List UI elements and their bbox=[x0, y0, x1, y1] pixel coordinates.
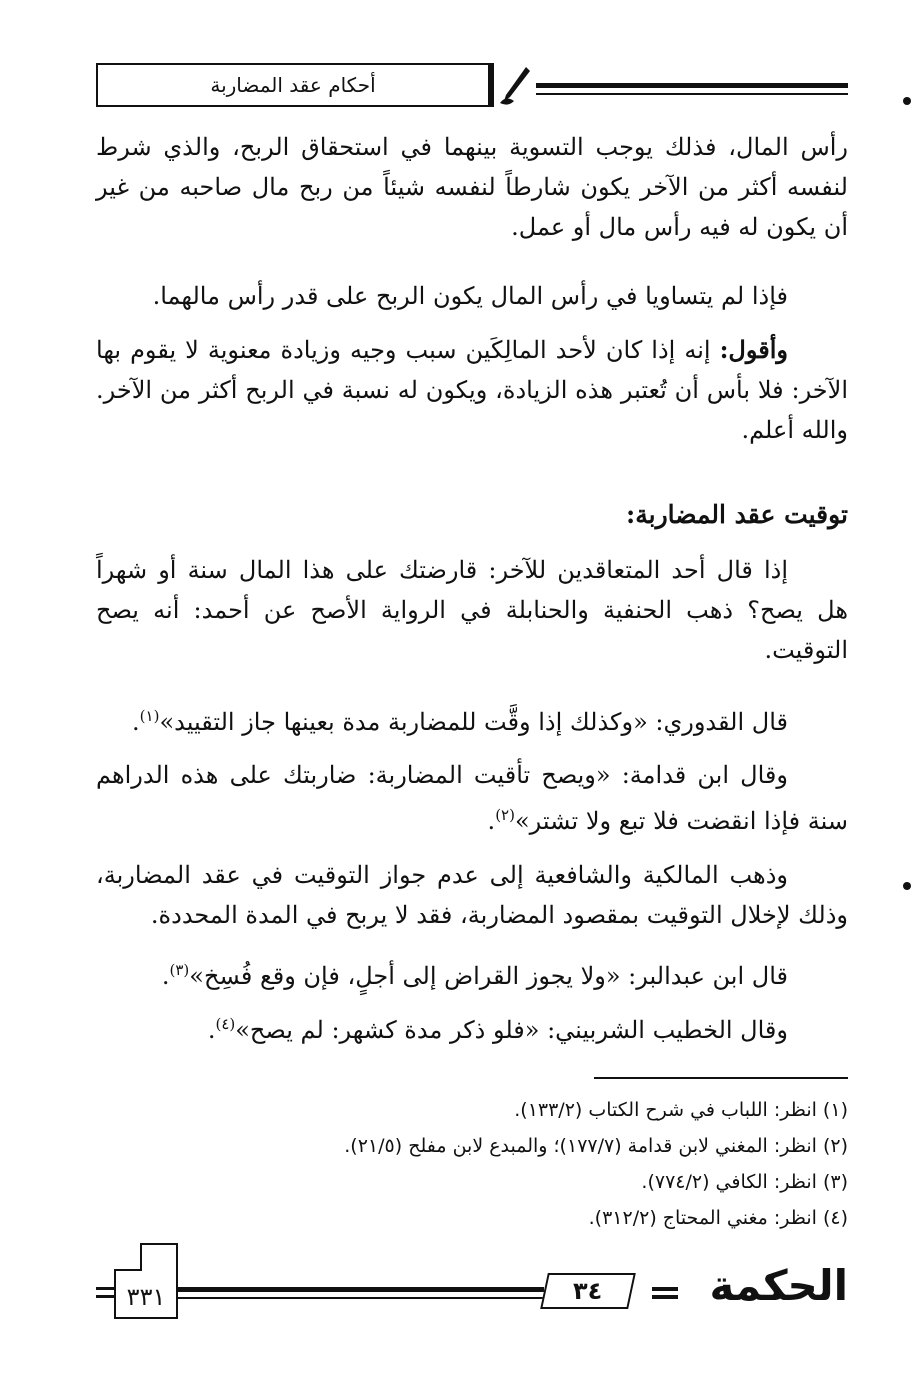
paragraph-2: فإذا لم يتساويا في رأس المال يكون الربح على قدر رأس مالهما. bbox=[152, 282, 788, 310]
quote-shirbini: وقال الخطيب الشربيني: «فلو ذكر مدة كشهر: لم يصح» bbox=[235, 1016, 788, 1044]
footnote-1: (١) انظر: اللباب في شرح الكتاب (١٣٣/٢). bbox=[514, 1099, 848, 1121]
footnote-ref-1: (١) bbox=[139, 707, 160, 725]
margin-dot-top bbox=[903, 97, 911, 105]
quote-qudouri: قال القدوري: «وكذلك إذا وقَّت للمضاربة مدة بعينها جاز التقييد» bbox=[159, 708, 788, 736]
footnote-ref-2: (٢) bbox=[495, 806, 515, 824]
footnote-ref-3: (٣) bbox=[169, 961, 190, 979]
paragraph-6 bbox=[96, 755, 848, 841]
footnote-ref-4: (٤) bbox=[215, 1015, 236, 1033]
header-rule bbox=[536, 83, 848, 101]
footnote-4: (٤) انظر: مغني المحتاج (٣١٢/٢). bbox=[588, 1207, 848, 1229]
magazine-logo: الحكمة bbox=[709, 1261, 848, 1310]
section-heading: توقيت عقد المضاربة: bbox=[626, 500, 848, 529]
page-footer bbox=[96, 1243, 848, 1323]
running-title bbox=[96, 63, 494, 107]
paragraph-9-end: . bbox=[207, 1016, 216, 1044]
page-header bbox=[96, 63, 848, 113]
footnote-2: (٢) انظر: المغني لابن قدامة (١٧٧/٧)؛ والمبدع لابن مفلح (٢١/٥). bbox=[344, 1135, 848, 1157]
page-number: ٣٣١ bbox=[126, 1283, 166, 1311]
paragraph-3-lead: وأقول: bbox=[719, 335, 788, 364]
paragraph-9 bbox=[96, 1004, 848, 1050]
footer-rule-left-1 bbox=[96, 1287, 116, 1290]
paragraph-8 bbox=[96, 950, 848, 996]
page-number-box bbox=[114, 1243, 178, 1319]
quill-pen-icon bbox=[496, 65, 536, 107]
footer-rule-middle-thick bbox=[178, 1287, 544, 1292]
paragraph-3 bbox=[96, 330, 848, 450]
quote-ibn-abdulbar: قال ابن عبدالبر: «ولا يجوز القراض إلى أجلٍ، فإن وقع فُسِخ» bbox=[189, 962, 788, 990]
issue-number-box bbox=[540, 1273, 636, 1309]
paragraph-5-end: . bbox=[132, 708, 140, 736]
paragraph-3-body: إنه إذا كان لأحد المالِكَين سبب وجيه وزيادة معنوية لا يقوم بها الآخر: فلا بأس أن تُعتبر هذه الزيادة، ويكون له نسبة في الربح أكثر من الآخر. والله أعلم. bbox=[96, 336, 848, 444]
paragraph-4: إذا قال أحد المتعاقدين للآخر: قارضتك على هذا المال سنة أو شهراً هل يصح؟ ذهب الحنفية والحنابلة في الرواية الأصح عن أحمد: أنه يصح التوقيت. bbox=[96, 556, 848, 664]
footer-rule-left-2 bbox=[96, 1295, 116, 1298]
quote-ibn-qudama: وقال ابن قدامة: «ويصح تأقيت المضاربة: ضاربتك على هذه الدراهم سنة فإذا انقضت فلا تبع ولا تشتر» bbox=[96, 761, 848, 835]
paragraph-7: وذهب المالكية والشافعية إلى عدم جواز التوقيت في عقد المضاربة، وذلك لإخلال التوقيت بمقصود المضاربة، فقد لا يربح في المدة المحددة. bbox=[96, 861, 848, 929]
logo-divider bbox=[652, 1287, 678, 1301]
footnotes-list bbox=[96, 1092, 848, 1236]
footer-rule-middle-thin bbox=[178, 1297, 544, 1299]
footnote-3: (٣) انظر: الكافي (٧٧٤/٢). bbox=[641, 1171, 848, 1193]
footnote-separator bbox=[594, 1077, 848, 1079]
running-title-text: أحكام عقد المضاربة bbox=[210, 73, 376, 97]
paragraph-5 bbox=[96, 696, 848, 742]
paragraph-8-end: . bbox=[161, 962, 170, 990]
paragraph-6-end: . bbox=[487, 807, 496, 835]
paragraph-1: رأس المال، فذلك يوجب التسوية بينهما في استحقاق الربح، والذي شرط لنفسه أكثر من الآخر يكون شارطاً لنفسه شيئاً من ربح مال صاحبه من غير أن يكون له فيه رأس مال أو عمل. bbox=[96, 133, 848, 241]
margin-dot-middle bbox=[903, 882, 911, 890]
issue-number: ٣٤ bbox=[573, 1277, 603, 1305]
